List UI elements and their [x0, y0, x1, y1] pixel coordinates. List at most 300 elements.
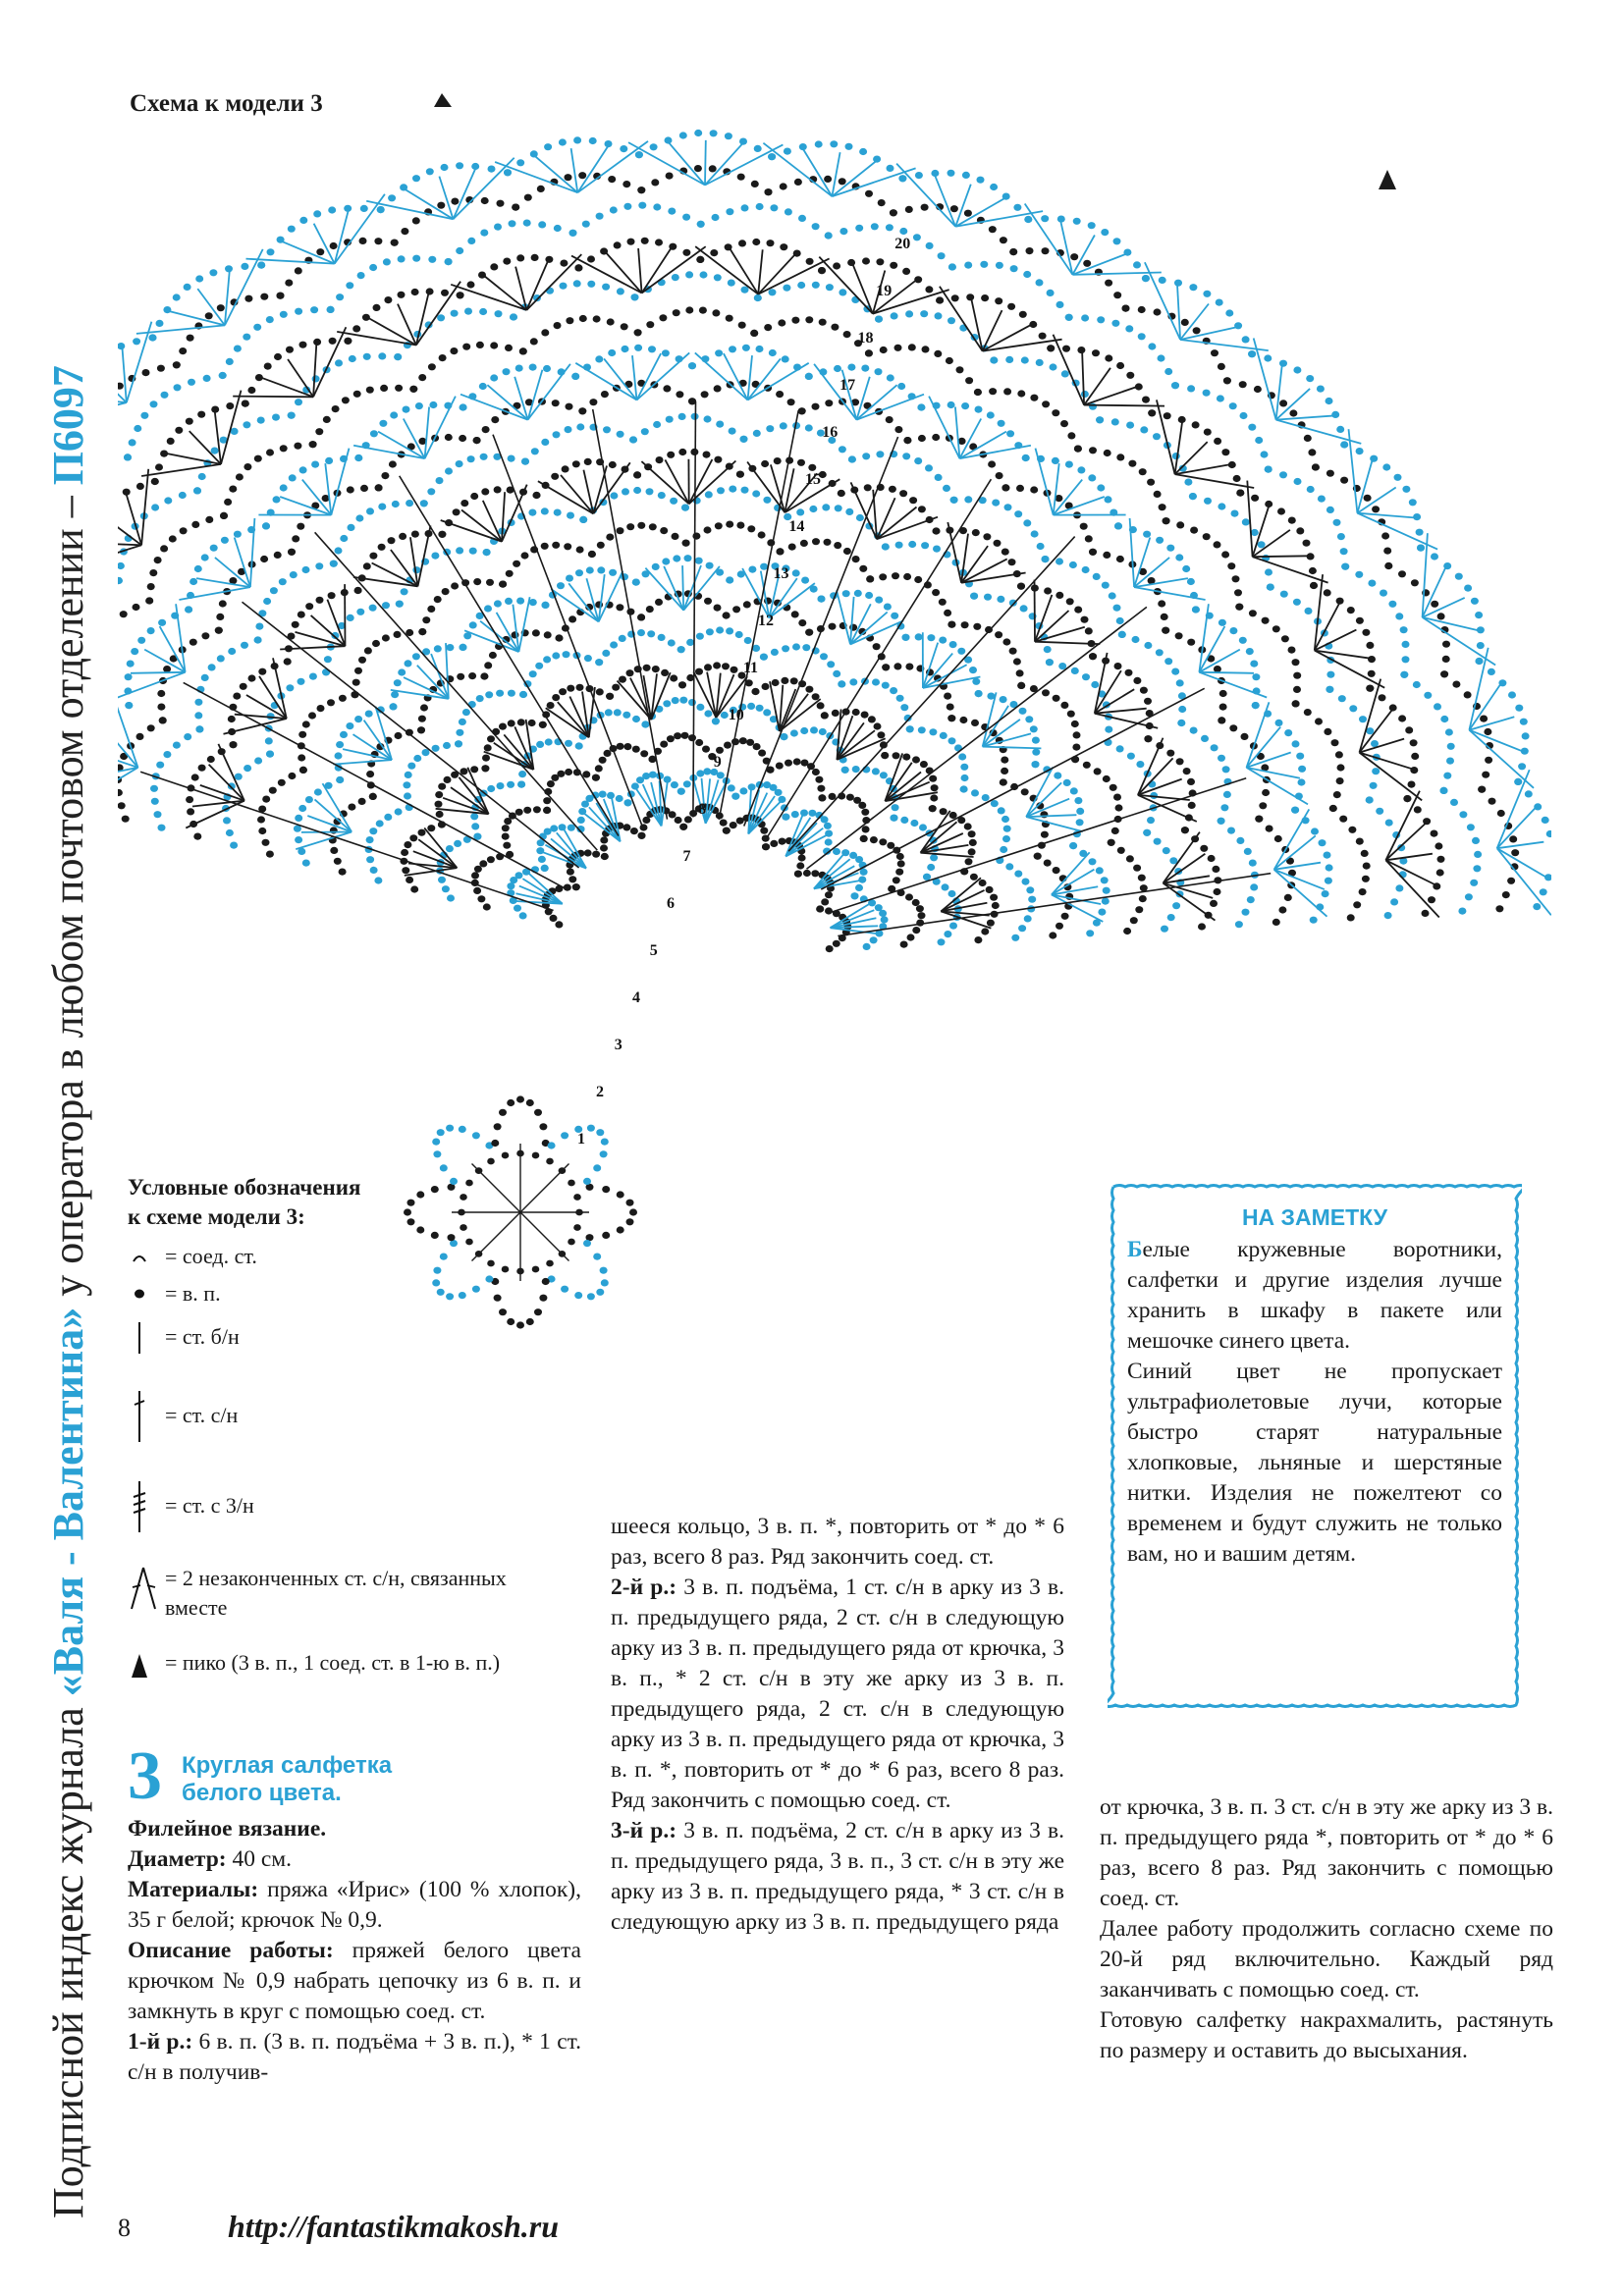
chain-dot: [1042, 556, 1050, 562]
chain-dot: [556, 634, 564, 641]
chain-dot: [198, 473, 206, 480]
chain-dot: [565, 426, 572, 433]
chain-dot: [782, 355, 789, 362]
chain-dot: [741, 487, 749, 494]
chain-dot: [1408, 781, 1416, 788]
chain-dot: [459, 719, 466, 725]
chain-dot: [543, 797, 551, 804]
flower-dot: [448, 1234, 456, 1241]
chain-dot: [961, 774, 969, 781]
chain-dot: [409, 834, 417, 841]
chain-dot: [1116, 556, 1124, 562]
chain-dot: [1262, 789, 1270, 796]
stitch-line: [1199, 604, 1209, 672]
chain-dot: [395, 385, 403, 392]
chain-dot: [1154, 491, 1162, 498]
chain-dot: [1437, 856, 1445, 863]
chain-dot: [714, 605, 722, 612]
chain-dot: [744, 637, 752, 644]
chain-dot: [224, 499, 232, 506]
chain-dot: [619, 676, 626, 683]
chain-dot: [274, 552, 282, 559]
chain-dot: [1383, 548, 1391, 555]
flower-dot: [596, 1129, 604, 1136]
chain-dot: [456, 729, 463, 736]
chain-dot: [473, 437, 481, 444]
stitch-line: [464, 630, 518, 652]
chain-dot: [819, 728, 827, 735]
chain-dot: [731, 793, 739, 800]
chain-dot: [584, 849, 592, 856]
chain-dot: [766, 425, 774, 432]
chain-dot: [487, 785, 495, 792]
chain-dot: [203, 375, 211, 382]
chain-dot: [508, 720, 515, 726]
chain-dot: [992, 902, 1000, 909]
chain-dot: [648, 346, 656, 352]
chain-dot: [829, 623, 837, 630]
chain-dot: [1442, 641, 1450, 648]
flower-dot: [499, 1109, 507, 1116]
chain-dot: [1143, 829, 1151, 836]
chain-dot: [244, 765, 251, 772]
chain-dot: [663, 700, 671, 707]
chain-dot: [1236, 490, 1244, 497]
chain-dot: [519, 347, 527, 354]
chain-dot: [1073, 218, 1081, 225]
chain-dot: [1488, 668, 1495, 675]
chain-dot: [1340, 548, 1348, 555]
chain-dot: [1322, 890, 1329, 897]
chain-dot: [529, 364, 537, 371]
chain-dot: [1443, 773, 1451, 779]
chain-dot: [147, 583, 155, 590]
chain-dot: [340, 731, 348, 738]
chain-dot: [418, 374, 426, 381]
chain-dot: [768, 153, 776, 160]
chain-dot: [1284, 894, 1292, 901]
chain-dot: [633, 487, 641, 494]
chain-dot: [1156, 649, 1164, 656]
stitch-line: [955, 185, 971, 227]
chain-dot: [1156, 537, 1164, 544]
chain-dot: [892, 804, 899, 811]
chain-dot: [1303, 540, 1311, 547]
side-text-magazine: «Валя - Валентина»: [44, 1307, 92, 1697]
chain-dot: [602, 650, 610, 657]
chain-dot: [1026, 886, 1034, 893]
chain-dot: [1101, 229, 1109, 236]
chain-dot: [1326, 398, 1333, 404]
chain-dot: [1384, 562, 1392, 569]
flower-dot: [600, 1267, 608, 1274]
chain-dot: [194, 712, 202, 719]
chain-dot: [678, 681, 686, 688]
chain-dot: [702, 746, 710, 753]
chain-dot: [506, 570, 514, 577]
chain-dot: [1368, 656, 1376, 663]
chain-dot: [686, 639, 694, 646]
chain-dot: [1366, 685, 1374, 692]
chain-dot: [1054, 773, 1061, 779]
stitch-line: [983, 747, 1042, 749]
chain-dot: [480, 454, 488, 460]
stitch-line: [313, 343, 316, 397]
chain-dot: [1293, 366, 1301, 373]
chain-dot: [710, 249, 718, 256]
chain-dot: [541, 543, 549, 550]
chain-dot: [294, 443, 301, 450]
chain-dot: [401, 849, 408, 856]
chain-dot: [150, 400, 158, 407]
chain-dot: [1390, 898, 1398, 905]
chain-dot: [896, 853, 904, 860]
chain-dot: [1388, 601, 1396, 608]
chain-dot: [811, 870, 819, 877]
chain-dot: [137, 637, 145, 644]
chain-dot: [1508, 691, 1516, 698]
chain-dot: [1102, 898, 1110, 905]
chain-dot: [295, 836, 302, 843]
chain-dot: [211, 448, 219, 454]
chain-dot: [157, 690, 165, 697]
chain-dot: [965, 858, 973, 865]
chain-dot: [902, 634, 910, 641]
chain-dot: [1001, 549, 1009, 556]
chain-dot: [1109, 592, 1116, 599]
chain-dot: [1464, 691, 1472, 698]
chain-dot: [790, 677, 798, 684]
chain-dot: [487, 856, 495, 863]
chain-dot: [460, 644, 467, 651]
chain-dot: [1400, 626, 1408, 633]
chain-dot: [860, 869, 868, 876]
chain-dot: [1356, 838, 1364, 845]
chain-dot: [1296, 527, 1304, 534]
chain-dot: [1234, 589, 1242, 596]
chain-dot: [278, 779, 286, 786]
chain-dot: [889, 486, 896, 493]
chain-dot: [1372, 768, 1380, 774]
chain-dot: [1331, 411, 1339, 418]
chain-dot: [781, 733, 788, 740]
chain-dot: [843, 548, 851, 555]
chain-dot: [881, 916, 889, 923]
chain-dot: [491, 416, 499, 423]
chain-dot: [1036, 279, 1044, 286]
chain-dot: [1251, 529, 1259, 536]
chain-dot: [446, 644, 454, 651]
chain-dot: [812, 403, 820, 410]
chain-dot: [576, 684, 584, 691]
chain-dot: [1159, 504, 1166, 510]
flower-dot: [507, 1318, 514, 1325]
chain-dot: [910, 820, 918, 827]
chain-dot: [595, 765, 603, 772]
chain-dot: [1144, 642, 1152, 649]
stitch-line: [461, 510, 502, 542]
stitch-line: [1164, 854, 1206, 883]
chain-dot: [951, 294, 959, 301]
chain-dot: [920, 761, 928, 768]
chain-dot: [1070, 253, 1078, 260]
chain-dot: [694, 165, 702, 172]
chain-dot: [1032, 749, 1040, 756]
chain-dot: [1431, 553, 1438, 560]
chain-dot: [969, 667, 977, 673]
chain-dot: [1208, 855, 1216, 862]
chain-dot: [926, 242, 934, 249]
chain-dot: [228, 648, 236, 655]
stitch-line: [1360, 739, 1405, 753]
chain-dot: [802, 644, 810, 651]
chain-dot: [713, 662, 721, 668]
chain-dot: [599, 791, 607, 798]
chain-dot: [398, 668, 406, 675]
chain-dot: [502, 825, 510, 831]
chain-dot: [328, 592, 336, 599]
chain-dot: [467, 238, 475, 244]
chain-dot: [914, 457, 922, 464]
chain-dot: [412, 217, 420, 224]
stitch-line: [705, 140, 706, 186]
chain-dot: [118, 562, 125, 569]
chain-dot: [1132, 636, 1140, 643]
chain-dot: [882, 664, 890, 670]
chain-dot: [369, 553, 377, 560]
stitch-line: [1054, 335, 1085, 405]
chain-dot: [1437, 613, 1445, 619]
legend-label-dc2tog: = 2 незаконченных ст. с/н, связанных вместе: [165, 1566, 507, 1620]
row-number: 13: [773, 565, 789, 582]
flower-dot: [602, 1186, 610, 1193]
chain-dot: [1097, 484, 1105, 491]
chain-dot: [460, 403, 467, 410]
chain-dot: [302, 721, 310, 727]
chain-dot: [354, 454, 362, 461]
chain-dot: [714, 385, 722, 392]
row2-text: 3 в. п. подъёма, 1 ст. с/н в арку из 3 в. п. предыдущего ряда, 2 ст. с/н в следующую арку из 3 в. п. предыдущего ряда от крючка, 3 в. п., * 2 ст. с/н в эту же арку из 3 в. п. предыдущего ряда, 2 ст. с/н в следующую арку из 3 в. п. предыдущего ряда от крючка, 3 в. п. *, повторить от * до * 6 раз, всего 8 раз. Ряд закончить с помощью соед. ст.: [611, 1575, 1064, 1813]
chain-dot: [292, 621, 299, 628]
chain-dot: [1001, 757, 1008, 764]
chain-dot: [376, 820, 384, 827]
chain-dot: [723, 828, 731, 834]
chain-dot: [1280, 591, 1288, 598]
chain-dot: [528, 720, 536, 726]
chain-dot: [947, 621, 955, 628]
chain-dot: [1440, 670, 1448, 677]
chain-dot: [1094, 768, 1102, 774]
materials-text: пряжа «Ирис» (100 % хлопок), 35 г белой; крючок № 0,9.: [128, 1877, 581, 1933]
chain-dot: [597, 542, 605, 549]
flower-dot: [629, 1208, 637, 1215]
chain-dot: [217, 655, 225, 662]
chain-dot: [1242, 336, 1250, 343]
chain-dot: [918, 726, 926, 733]
chain-dot: [254, 636, 262, 643]
chain-dot: [1130, 917, 1138, 924]
chain-dot: [230, 741, 238, 748]
chain-dot: [1355, 571, 1363, 578]
stitch-line: [335, 194, 385, 264]
chain-dot: [944, 931, 951, 937]
chain-dot: [441, 290, 449, 296]
chain-dot: [1077, 466, 1085, 473]
chain-dot: [566, 317, 573, 324]
chain-dot: [194, 565, 202, 572]
chain-dot: [536, 741, 544, 748]
chain-dot: [666, 416, 674, 423]
chain-dot: [567, 512, 574, 519]
chain-dot: [750, 330, 758, 337]
chain-dot: [1004, 504, 1012, 510]
chain-dot: [1189, 493, 1197, 500]
chain-dot: [459, 435, 466, 442]
chain-dot: [845, 508, 853, 515]
chain-dot: [295, 267, 302, 274]
chain-dot: [1085, 535, 1093, 542]
chain-dot: [288, 226, 296, 233]
chain-dot: [422, 749, 430, 756]
chain-dot: [1252, 673, 1260, 680]
chain-dot: [456, 247, 463, 254]
chain-dot: [637, 522, 645, 529]
chain-dot: [1089, 403, 1097, 410]
chain-dot: [988, 460, 996, 467]
chain-dot: [348, 524, 355, 531]
chain-dot: [435, 791, 443, 798]
chain-dot: [378, 504, 386, 510]
chain-dot: [346, 282, 353, 289]
chain-dot: [1047, 345, 1055, 351]
chain-dot: [1056, 558, 1063, 564]
chain-dot: [720, 820, 728, 827]
chain-dot: [610, 206, 618, 213]
chain-dot: [619, 635, 626, 642]
chain-dot: [241, 642, 248, 649]
chain-dot: [1259, 802, 1267, 809]
chain-dot: [381, 472, 389, 479]
chain-dot: [839, 446, 846, 453]
chain-dot: [1244, 848, 1252, 855]
chain-dot: [882, 543, 890, 550]
chain-dot: [1274, 835, 1282, 842]
chain-dot: [1277, 507, 1285, 514]
chain-dot: [918, 435, 926, 442]
chain-dot: [729, 486, 736, 493]
chain-dot: [821, 898, 829, 905]
chain-dot: [890, 209, 897, 216]
chain-dot: [244, 463, 251, 470]
chain-dot: [1026, 247, 1034, 254]
chain-dot: [1103, 552, 1110, 559]
chain-dot: [1366, 796, 1374, 803]
chain-dot: [384, 296, 392, 303]
chain-dot: [369, 605, 377, 612]
chain-dot: [1495, 905, 1503, 912]
chain-dot: [1023, 519, 1031, 526]
chain-dot: [435, 801, 443, 808]
chain-dot: [791, 317, 799, 324]
chain-dot: [632, 716, 640, 722]
chain-dot: [1056, 301, 1064, 308]
chain-dot: [1359, 716, 1367, 722]
stitch-line: [526, 260, 548, 310]
chain-dot: [623, 203, 631, 210]
chain-dot: [623, 712, 630, 719]
chain-dot: [1175, 554, 1183, 561]
chain-dot: [378, 544, 386, 551]
chain-dot: [193, 833, 201, 840]
chain-dot: [608, 176, 616, 183]
chain-dot: [870, 836, 878, 843]
chain-dot: [357, 272, 365, 279]
chain-dot: [1089, 549, 1097, 556]
stitch-line: [695, 246, 758, 294]
chain-dot: [437, 314, 445, 321]
chain-dot: [584, 458, 592, 465]
chain-dot: [642, 773, 650, 779]
chain-dot: [641, 428, 649, 435]
chain-dot: [1060, 702, 1068, 709]
chain-dot: [1241, 733, 1249, 740]
chain-dot: [1218, 717, 1225, 723]
chain-dot: [187, 335, 194, 342]
chain-dot: [1128, 460, 1136, 467]
chain-dot: [233, 693, 241, 700]
legend-label-chain: = в. п.: [165, 1281, 221, 1306]
chain-dot: [565, 174, 572, 181]
row-number: 7: [682, 848, 691, 865]
chain-dot: [996, 472, 1003, 479]
chain-dot: [1329, 805, 1337, 812]
chain-dot: [299, 342, 307, 348]
chain-dot: [946, 357, 953, 364]
chain-dot: [846, 794, 854, 801]
chain-dot: [336, 776, 344, 783]
chain-dot: [821, 712, 829, 719]
row-number: 17: [839, 377, 856, 394]
chain-dot: [892, 572, 899, 579]
chain-dot: [776, 763, 784, 770]
chain-dot: [1324, 728, 1331, 735]
chain-dot: [1324, 589, 1331, 596]
chain-dot: [280, 484, 288, 491]
chain-dot: [731, 738, 739, 745]
chain-dot: [274, 353, 282, 360]
chain-dot: [380, 385, 388, 392]
chain-dot: [552, 652, 560, 659]
chain-dot: [1337, 533, 1345, 540]
chain-dot: [847, 259, 855, 266]
chain-dot: [1436, 869, 1444, 876]
chain-dot: [363, 353, 371, 360]
chain-dot: [701, 391, 709, 398]
stitch-line: [1084, 387, 1138, 405]
chain-dot: [370, 430, 378, 437]
flower-dot: [601, 1279, 609, 1286]
chain-dot: [353, 391, 361, 398]
chain-dot: [457, 292, 464, 298]
chain-dot: [309, 673, 317, 680]
site-url[interactable]: http://fantastikmakosh.ru: [228, 2209, 559, 2244]
chain-dot: [1364, 495, 1372, 502]
chain-dot: [403, 406, 410, 413]
stitch-line: [528, 364, 570, 420]
stitch-line: [645, 568, 683, 611]
chain-dot: [1022, 454, 1030, 461]
chain-dot: [862, 826, 870, 832]
